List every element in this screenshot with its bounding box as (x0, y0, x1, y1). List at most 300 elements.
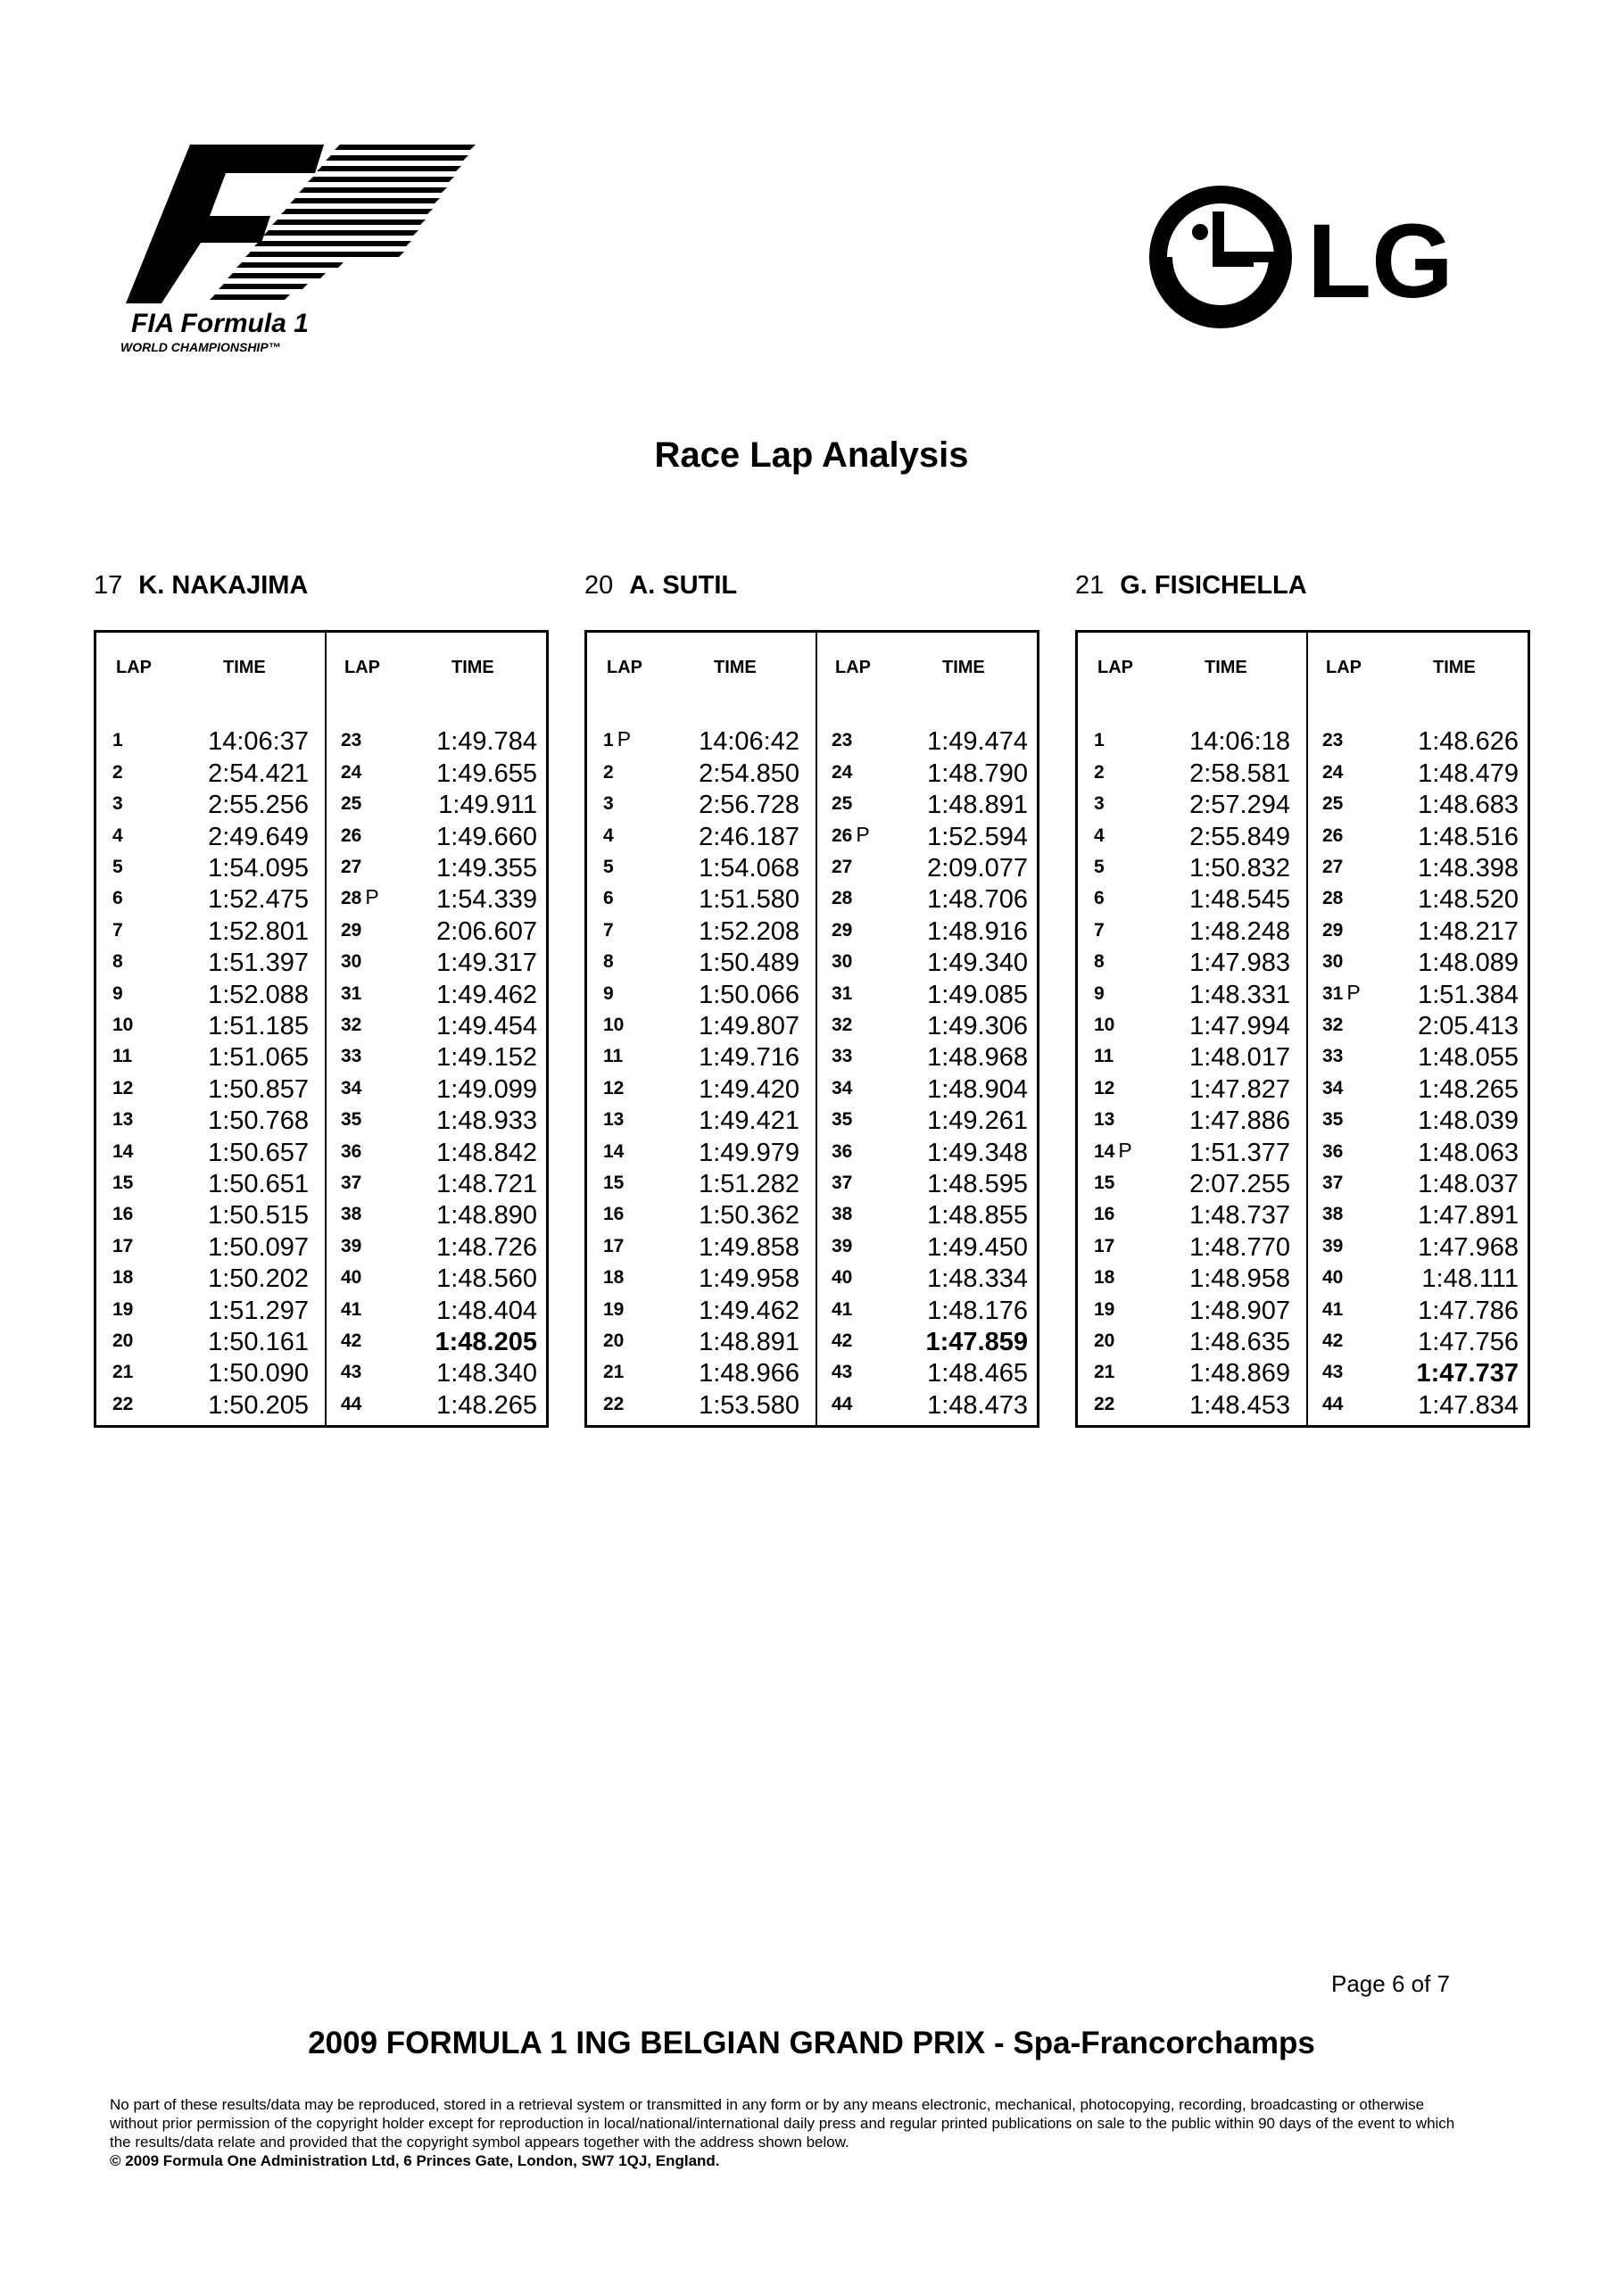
lap-row (587, 852, 816, 883)
lap-row (1078, 1263, 1306, 1294)
pit-marker: P (617, 727, 632, 751)
lap-time: 1:54.339 (436, 885, 537, 915)
lap-number: 9 (603, 982, 614, 1004)
lap-number: 28 (1322, 888, 1344, 909)
lap-time: 2:09.077 (927, 853, 1028, 883)
lap-row (1078, 725, 1306, 757)
lap-row (1078, 1105, 1306, 1136)
lap-number: 19 (603, 1298, 625, 1320)
lap-number: 32 (1322, 1014, 1344, 1035)
lap-time: 1:48.560 (436, 1264, 537, 1294)
lap-time: 1:48.706 (927, 885, 1028, 915)
lap-row (325, 947, 553, 978)
lap-number: 19 (112, 1298, 134, 1320)
lap-row (325, 1010, 553, 1041)
lap-time: 1:48.904 (927, 1074, 1028, 1104)
lap-time: 1:52.208 (699, 916, 799, 946)
lap-row (1306, 757, 1535, 788)
lap-time: 1:49.085 (927, 980, 1028, 1009)
lap-column-left (1078, 633, 1306, 1425)
lap-row (96, 1231, 325, 1262)
lap-row (96, 1388, 325, 1420)
time-header: TIME (451, 658, 494, 677)
lap-number: 36 (1322, 1140, 1344, 1162)
lap-time: 1:48.479 (1418, 758, 1519, 788)
time-header: TIME (1205, 658, 1247, 677)
lap-number: 13 (1094, 1109, 1115, 1131)
lap-time: 1:48.465 (927, 1359, 1028, 1388)
lap-number: 34 (1322, 1077, 1344, 1098)
lap-row (587, 1105, 816, 1136)
lap-row (816, 1010, 1044, 1041)
lap-row (325, 1231, 553, 1262)
lap-time: 1:48.869 (1189, 1359, 1290, 1388)
lap-time: 1:48.398 (1418, 853, 1519, 883)
lap-number: 31 (341, 982, 362, 1004)
lap-header: LAP (607, 658, 642, 677)
lap-time: 1:50.832 (1189, 853, 1290, 883)
lap-row (587, 1294, 816, 1325)
lap-number: 34 (832, 1077, 853, 1098)
lap-number: 15 (1094, 1172, 1115, 1193)
lap-row (96, 1326, 325, 1357)
lap-time: 1:48.176 (927, 1296, 1028, 1325)
lap-time: 1:47.968 (1418, 1232, 1519, 1262)
lap-row (587, 820, 816, 851)
lap-time: 1:50.066 (699, 980, 799, 1009)
lap-time: 1:48.635 (1189, 1327, 1290, 1356)
lap-row (1306, 789, 1535, 820)
lap-number: 5 (603, 856, 614, 877)
lap-time: 1:50.090 (208, 1359, 309, 1388)
lap-column-right (816, 633, 1044, 1425)
lap-time: 1:50.651 (208, 1169, 309, 1198)
lap-time: 1:49.462 (436, 980, 537, 1009)
lap-time: 2:58.581 (1189, 758, 1290, 788)
lap-table (94, 630, 549, 1428)
lap-number: 35 (832, 1109, 853, 1131)
lap-number: 37 (832, 1172, 853, 1193)
lap-row (1306, 947, 1535, 978)
best-lap-time: 1:47.859 (925, 1327, 1028, 1356)
lap-number: 36 (832, 1140, 853, 1162)
lap-time: 1:49.660 (436, 822, 537, 851)
lap-number: 18 (1094, 1267, 1115, 1289)
lap-number: 41 (1322, 1298, 1344, 1320)
lap-row (587, 725, 816, 757)
lap-row (96, 1136, 325, 1167)
lap-row (816, 1263, 1044, 1294)
lap-row (1078, 1294, 1306, 1325)
lap-number: 6 (603, 888, 614, 909)
best-lap-time: 1:48.205 (435, 1327, 537, 1356)
lap-number: 42 (832, 1330, 853, 1351)
lap-row (96, 852, 325, 883)
lap-time: 14:06:37 (208, 727, 309, 757)
lap-number: 41 (832, 1298, 853, 1320)
lap-header: LAP (1326, 658, 1362, 677)
lap-time: 1:48.545 (1189, 885, 1290, 915)
lap-row (587, 1357, 816, 1388)
lap-time: 1:47.756 (1418, 1327, 1519, 1356)
lap-number: 30 (832, 951, 853, 973)
lap-row (587, 1388, 816, 1420)
lap-number: 5 (1094, 856, 1105, 877)
lap-row (1078, 978, 1306, 1009)
lap-row (325, 1357, 553, 1388)
lap-time: 1:51.397 (208, 949, 309, 978)
lap-number: 11 (603, 1046, 624, 1067)
lap-row (96, 947, 325, 978)
lap-row (816, 1073, 1044, 1104)
lap-time: 1:50.515 (208, 1201, 309, 1231)
lap-row (1078, 1041, 1306, 1073)
lap-number: 11 (112, 1046, 133, 1067)
lap-row (96, 1357, 325, 1388)
lap-time: 1:48.217 (1418, 916, 1519, 946)
lap-row (1078, 947, 1306, 978)
lap-time: 1:50.657 (208, 1138, 309, 1167)
lap-time: 1:47.786 (1418, 1296, 1519, 1325)
lap-number: 2 (1094, 761, 1105, 783)
pit-marker: P (856, 822, 870, 846)
lap-time: 1:53.580 (699, 1390, 799, 1420)
lap-number: 44 (832, 1393, 853, 1414)
lap-time: 14:06:42 (699, 727, 799, 757)
lap-time: 1:52.801 (208, 916, 309, 946)
lap-row (96, 757, 325, 788)
lap-number: 38 (832, 1204, 853, 1225)
lap-number: 18 (603, 1267, 625, 1289)
lap-row (96, 978, 325, 1009)
lap-header: LAP (1097, 658, 1133, 677)
lap-table (584, 630, 1039, 1428)
lap-row (325, 915, 553, 946)
lap-number: 10 (112, 1014, 134, 1035)
lap-row (325, 1136, 553, 1167)
lap-row (1078, 1357, 1306, 1388)
lap-row (587, 1073, 816, 1104)
lap-time: 1:48.907 (1189, 1296, 1290, 1325)
lap-time: 1:48.626 (1418, 727, 1519, 757)
lap-row (1306, 883, 1535, 915)
event-title: 2009 FORMULA 1 ING BELGIAN GRAND PRIX - Spa-Francorchamps (308, 2026, 1315, 2060)
f1-logo-text: FIA Formula 1 (131, 309, 309, 338)
lap-time: 1:48.891 (927, 791, 1028, 820)
lap-time: 1:49.462 (699, 1296, 799, 1325)
lap-row (816, 883, 1044, 915)
lap-number: 25 (341, 793, 362, 815)
lap-row (1078, 789, 1306, 820)
lap-row (96, 1168, 325, 1199)
lap-row (1078, 820, 1306, 851)
lap-number: 43 (1322, 1362, 1344, 1383)
lap-number: 16 (1094, 1204, 1115, 1225)
lap-time: 2:46.187 (699, 822, 799, 851)
lap-number: 25 (832, 793, 853, 815)
disclaimer-line: the results/data relate and provided that the copyright symbol appears together with the address shown below. (110, 2134, 849, 2151)
lap-row (1078, 1199, 1306, 1231)
lap-number: 30 (1322, 951, 1344, 973)
lap-number: 35 (1322, 1109, 1344, 1131)
lap-row (587, 1010, 816, 1041)
lap-number: 20 (603, 1330, 625, 1351)
lap-time: 2:06.607 (436, 916, 537, 946)
lap-row (1078, 1388, 1306, 1420)
lap-number: 27 (341, 856, 362, 877)
lap-time: 2:57.294 (1189, 791, 1290, 820)
lap-row (1306, 978, 1535, 1009)
lap-number: 4 (1094, 825, 1105, 846)
lap-column-left (96, 633, 325, 1425)
lap-row (96, 915, 325, 946)
lap-row (816, 852, 1044, 883)
lap-time: 1:48.770 (1189, 1232, 1290, 1262)
lap-row (587, 1168, 816, 1199)
lap-time: 1:48.453 (1189, 1390, 1290, 1420)
lap-time: 1:48.790 (927, 758, 1028, 788)
lap-row (1078, 883, 1306, 915)
lap-time: 1:51.580 (699, 885, 799, 915)
lap-number: 27 (832, 856, 853, 877)
lap-number: 11 (1094, 1046, 1114, 1067)
lap-time: 1:48.916 (927, 916, 1028, 946)
lap-row (816, 1136, 1044, 1167)
lap-header: LAP (835, 658, 871, 677)
lap-time: 1:49.450 (927, 1232, 1028, 1262)
lap-row (816, 1105, 1044, 1136)
lap-time: 1:48.340 (436, 1359, 537, 1388)
lap-time: 1:51.185 (208, 1011, 309, 1040)
lap-number: 2 (112, 761, 123, 783)
lap-number: 23 (341, 730, 362, 751)
lap-time: 1:51.065 (208, 1043, 309, 1073)
lap-row (587, 978, 816, 1009)
disclaimer (110, 2095, 1591, 2170)
pit-marker: P (365, 885, 379, 909)
lap-number: 23 (1322, 730, 1344, 751)
lap-row (1306, 1136, 1535, 1167)
lap-row (587, 1199, 816, 1231)
lap-row (96, 789, 325, 820)
lg-logo-mark (1147, 183, 1521, 335)
lap-time: 1:51.384 (1418, 980, 1519, 1009)
lap-number: 28 P (341, 885, 379, 909)
lap-number: 22 (112, 1393, 134, 1414)
lap-row (587, 757, 816, 788)
lap-number: 32 (832, 1014, 853, 1035)
driver-name: K. NAKAJIMA (138, 571, 309, 600)
lap-time: 1:50.857 (208, 1074, 309, 1104)
lap-time: 1:50.362 (699, 1201, 799, 1231)
disclaimer-line: No part of these results/data may be reproduced, stored in a retrieval system or transmitted in any form or by any means electronic, mechanical, photocopying, recording, broadcasting or otherwise (110, 2096, 1425, 2113)
lap-time: 1:48.404 (436, 1296, 537, 1325)
lap-number: 6 (1094, 888, 1105, 909)
lap-row (325, 789, 553, 820)
lap-column-right (1306, 633, 1535, 1425)
lap-time: 1:48.111 (1421, 1264, 1519, 1294)
lap-row (1306, 1168, 1535, 1199)
lap-time: 1:48.737 (1189, 1201, 1290, 1231)
lap-time: 1:49.716 (699, 1043, 799, 1073)
lap-column-right (325, 633, 553, 1425)
lap-time: 1:49.454 (436, 1011, 537, 1040)
lap-number: 16 (603, 1204, 625, 1225)
lap-row (816, 1199, 1044, 1231)
lap-time: 1:48.520 (1418, 885, 1519, 915)
lap-number: 24 (832, 761, 853, 783)
lap-row (96, 1105, 325, 1136)
lap-number: 8 (112, 951, 123, 973)
lap-time: 1:47.886 (1189, 1107, 1290, 1136)
lap-time: 1:49.911 (438, 791, 537, 820)
lap-row (1078, 1168, 1306, 1199)
lap-row (1306, 1199, 1535, 1231)
lap-row (816, 1231, 1044, 1262)
lap-row (1078, 1073, 1306, 1104)
lap-number: 39 (1322, 1235, 1344, 1256)
lap-time: 1:48.958 (1189, 1264, 1290, 1294)
lap-time: 1:49.317 (436, 949, 537, 978)
lap-row (587, 883, 816, 915)
lap-time: 1:49.474 (927, 727, 1028, 757)
time-header: TIME (714, 658, 757, 677)
driver-header (1075, 571, 1307, 601)
lap-time: 1:47.983 (1189, 949, 1290, 978)
lap-time: 1:48.933 (436, 1107, 537, 1136)
lap-header: LAP (116, 658, 152, 677)
copyright-line: © 2009 Formula One Administration Ltd, 6 Princes Gate, London, SW7 1QJ, England. (110, 2152, 720, 2169)
lap-row (96, 1073, 325, 1104)
lap-row (1078, 1326, 1306, 1357)
lap-number: 12 (112, 1077, 134, 1098)
lap-row (325, 1294, 553, 1325)
lap-time: 1:48.966 (699, 1359, 799, 1388)
lap-time: 1:48.891 (699, 1327, 799, 1356)
lap-number: 3 (112, 793, 123, 815)
page-title: Race Lap Analysis (654, 435, 969, 475)
lap-row (1078, 757, 1306, 788)
lap-row (325, 757, 553, 788)
lap-number: 16 (112, 1204, 134, 1225)
time-header: TIME (1433, 658, 1476, 677)
lap-number: 26 (1322, 825, 1344, 846)
lap-row (816, 1041, 1044, 1073)
lap-time: 1:48.516 (1418, 822, 1519, 851)
lap-row (1306, 1010, 1535, 1041)
lap-time: 2:54.850 (699, 758, 799, 788)
lap-number: 21 (112, 1362, 134, 1383)
lap-row (1306, 1041, 1535, 1073)
lap-row (816, 1168, 1044, 1199)
lap-time: 1:48.968 (927, 1043, 1028, 1073)
lap-number: 4 (603, 825, 614, 846)
lap-time: 14:06:18 (1189, 727, 1290, 757)
lap-time: 1:48.265 (1418, 1074, 1519, 1104)
lap-row (96, 1199, 325, 1231)
lap-number: 42 (1322, 1330, 1344, 1351)
lap-row (816, 947, 1044, 978)
f1-logo-mark (120, 143, 495, 357)
pit-marker: P (1118, 1138, 1132, 1162)
lap-number: 2 (603, 761, 614, 783)
lap-time: 1:49.099 (436, 1074, 537, 1104)
lap-time: 1:49.655 (436, 758, 537, 788)
lap-time: 1:50.097 (208, 1232, 309, 1262)
lap-row (1078, 915, 1306, 946)
lap-row (1078, 1010, 1306, 1041)
lap-row (325, 1168, 553, 1199)
lap-time: 1:50.205 (208, 1390, 309, 1420)
driver-number: 17 (94, 571, 123, 600)
lap-number: 26 P (832, 822, 870, 846)
lap-time: 1:49.784 (436, 727, 537, 757)
lap-number: 42 (341, 1330, 362, 1351)
lap-row (816, 915, 1044, 946)
lap-number: 13 (112, 1109, 134, 1131)
lap-row (325, 978, 553, 1009)
lap-number: 7 (1094, 919, 1105, 941)
lap-time: 1:50.202 (208, 1264, 309, 1294)
lap-number: 20 (112, 1330, 134, 1351)
lap-time: 1:48.473 (927, 1390, 1028, 1420)
lap-number: 15 (112, 1172, 134, 1193)
lap-time: 1:50.489 (699, 949, 799, 978)
lap-number: 37 (1322, 1172, 1344, 1193)
lap-time: 1:48.595 (927, 1169, 1028, 1198)
lap-time: 2:55.256 (208, 791, 309, 820)
lap-row (1306, 1357, 1535, 1388)
lap-row (587, 789, 816, 820)
lap-number: 29 (832, 919, 853, 941)
lap-time: 1:48.842 (436, 1138, 537, 1167)
lap-number: 22 (603, 1393, 625, 1414)
lap-number: 3 (1094, 793, 1105, 815)
lap-time: 1:48.248 (1189, 916, 1290, 946)
lap-row (325, 1388, 553, 1420)
lap-time: 1:47.827 (1189, 1074, 1290, 1104)
lap-number: 8 (603, 951, 614, 973)
lap-row (1306, 852, 1535, 883)
lap-number: 29 (341, 919, 362, 941)
lap-time: 2:54.421 (208, 758, 309, 788)
lap-number: 10 (1094, 1014, 1115, 1035)
lap-time: 1:51.282 (699, 1169, 799, 1198)
lap-time: 1:49.348 (927, 1138, 1028, 1167)
disclaimer-line: without prior permission of the copyright holder except for reproduction in local/national/international daily press and regular printed publications on sale to the public within 90 days of the event to which (110, 2115, 1455, 2132)
lap-time: 1:54.068 (699, 853, 799, 883)
lap-number: 37 (341, 1172, 362, 1193)
lap-number: 14 P (1094, 1138, 1132, 1162)
lap-row (1078, 1231, 1306, 1262)
lap-time: 2:05.413 (1418, 1011, 1519, 1040)
lap-number: 1 P (603, 727, 632, 751)
driver-number: 20 (584, 571, 614, 600)
lap-number: 31 P (1322, 980, 1361, 1004)
lap-number: 39 (832, 1235, 853, 1256)
page-number: Page 6 of 7 (1331, 1970, 1450, 1997)
lap-time: 1:52.475 (208, 885, 309, 915)
lap-number: 32 (341, 1014, 362, 1035)
lap-row (816, 1357, 1044, 1388)
lap-time: 1:49.958 (699, 1264, 799, 1294)
lap-number: 26 (341, 825, 362, 846)
lap-time: 1:48.721 (436, 1169, 537, 1198)
lap-number: 9 (1094, 982, 1105, 1004)
lap-row (587, 1136, 816, 1167)
lap-row (325, 1263, 553, 1294)
lap-row (587, 1041, 816, 1073)
